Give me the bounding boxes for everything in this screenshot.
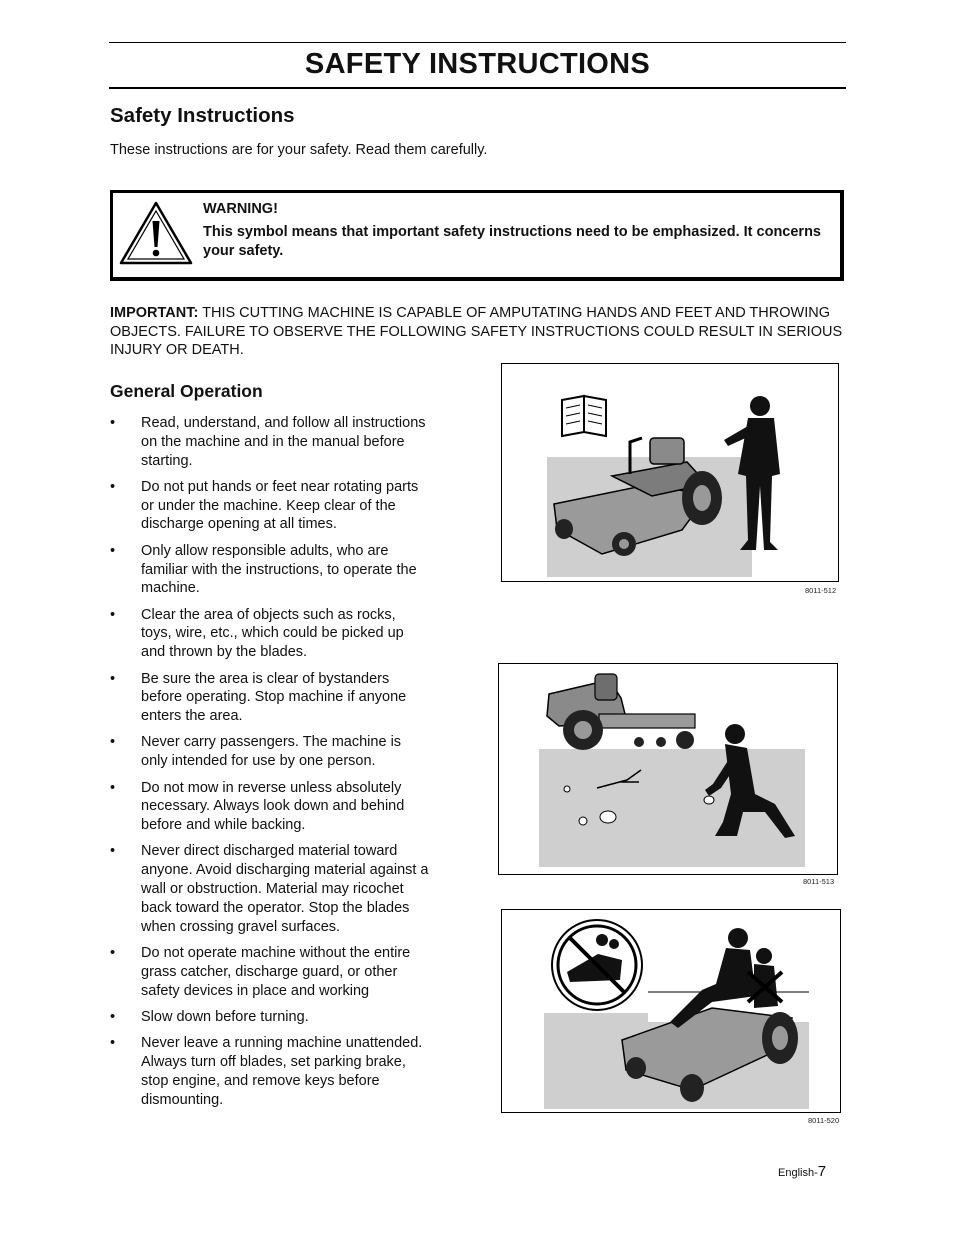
intro-text: These instructions are for your safety. Read them carefully. bbox=[110, 142, 488, 158]
bullet-icon: • bbox=[110, 1008, 116, 1025]
list-item-text: Never direct discharged material toward anyone. Avoid discharging material against a wall or obstruction. Material may ricochet back toward the operator. Stop the blades when crossing gravel surfaces. bbox=[141, 843, 429, 935]
list-item bbox=[110, 670, 430, 726]
figure-code: 8011-513 bbox=[803, 877, 835, 886]
warning-box bbox=[110, 190, 844, 281]
bullet-icon: • bbox=[110, 734, 116, 751]
list-item-text: Only allow responsible adults, who are familiar with the instructions, to operate the machine. bbox=[141, 542, 417, 597]
section-title: Safety Instructions bbox=[110, 104, 295, 127]
page-title: SAFETY INSTRUCTIONS bbox=[304, 48, 651, 80]
list-item bbox=[110, 842, 430, 936]
general-operation-list bbox=[110, 414, 430, 1117]
list-item-text: Do not operate machine without the entire grass catcher, discharge guard, or other safety devices in place and working bbox=[141, 944, 411, 999]
page-number-value: 7 bbox=[817, 1163, 827, 1180]
figure-code: 8011-512 bbox=[805, 586, 837, 595]
list-item-text: Be sure the area is clear of bystanders before operating. Stop machine if anyone enters the area. bbox=[141, 670, 407, 725]
list-item bbox=[110, 478, 430, 534]
list-item bbox=[110, 606, 430, 662]
list-item-text: Never carry passengers. The machine is only intended for use by one person. bbox=[141, 734, 402, 770]
no-passengers-illustration bbox=[502, 910, 840, 1112]
list-item-text: Read, understand, and follow all instructions on the machine and in the manual before starting. bbox=[141, 415, 426, 469]
list-item bbox=[110, 1008, 430, 1027]
title-underline bbox=[109, 87, 846, 89]
bullet-icon: • bbox=[110, 944, 116, 961]
prohibited-passenger-icon bbox=[552, 920, 642, 1010]
warning-triangle-icon bbox=[118, 199, 194, 267]
list-item-text: Do not put hands or feet near rotating parts or under the machine. Keep clear of the discharge opening at all times. bbox=[141, 478, 419, 533]
mower-side-icon bbox=[547, 674, 695, 750]
list-item bbox=[110, 733, 430, 771]
list-item-text: Clear the area of objects such as rocks, toys, wire, etc., which could be picked up and thrown by the blades. bbox=[141, 606, 404, 661]
warning-heading: WARNING! bbox=[203, 201, 278, 217]
bullet-icon: • bbox=[110, 670, 116, 687]
list-item-text: Never leave a running machine unattended. Always turn off blades, set parking brake, stop engine, and remove keys before dismounting. bbox=[141, 1035, 423, 1108]
list-item bbox=[110, 944, 430, 1000]
figure-no-passengers bbox=[501, 909, 841, 1113]
clear-area-illustration bbox=[499, 664, 837, 874]
list-item-text: Slow down before turning. bbox=[141, 1008, 309, 1025]
general-operation-title: General Operation bbox=[110, 381, 263, 401]
bullet-icon: • bbox=[110, 1035, 116, 1052]
page-language: English- bbox=[778, 1167, 818, 1179]
bullet-icon: • bbox=[110, 843, 116, 860]
list-item bbox=[110, 414, 430, 470]
read-manual-illustration bbox=[502, 364, 838, 581]
bullet-icon: • bbox=[110, 606, 116, 623]
figure-read-manual bbox=[501, 363, 839, 582]
figure-clear-area bbox=[498, 663, 838, 875]
manual-book-icon bbox=[562, 396, 606, 436]
figure-code: 8011-520 bbox=[808, 1116, 840, 1125]
bullet-icon: • bbox=[110, 478, 116, 495]
top-rule bbox=[109, 42, 846, 43]
important-text: THIS CUTTING MACHINE IS CAPABLE OF AMPUTATING HANDS AND FEET AND THROWING OBJECTS. FAILURE TO OBSERVE THE FOLLOWING SAFETY INSTRUCTIONS COULD RESULT IN SERIOUS INJURY OR DEATH. bbox=[110, 305, 843, 359]
warning-body: This symbol means that important safety instructions need to be emphasized. It concerns your safety. bbox=[203, 224, 821, 259]
important-label: IMPORTANT: bbox=[110, 305, 199, 321]
list-item-text: Do not mow in reverse unless absolutely necessary. Always look down and behind before and while backing. bbox=[141, 779, 405, 834]
list-item bbox=[110, 779, 430, 835]
list-item bbox=[110, 1034, 430, 1109]
page-number bbox=[778, 1163, 826, 1180]
list-item bbox=[110, 542, 430, 598]
bullet-icon: • bbox=[110, 415, 116, 431]
bullet-icon: • bbox=[110, 542, 116, 559]
important-paragraph bbox=[110, 304, 850, 360]
bullet-icon: • bbox=[110, 779, 116, 796]
